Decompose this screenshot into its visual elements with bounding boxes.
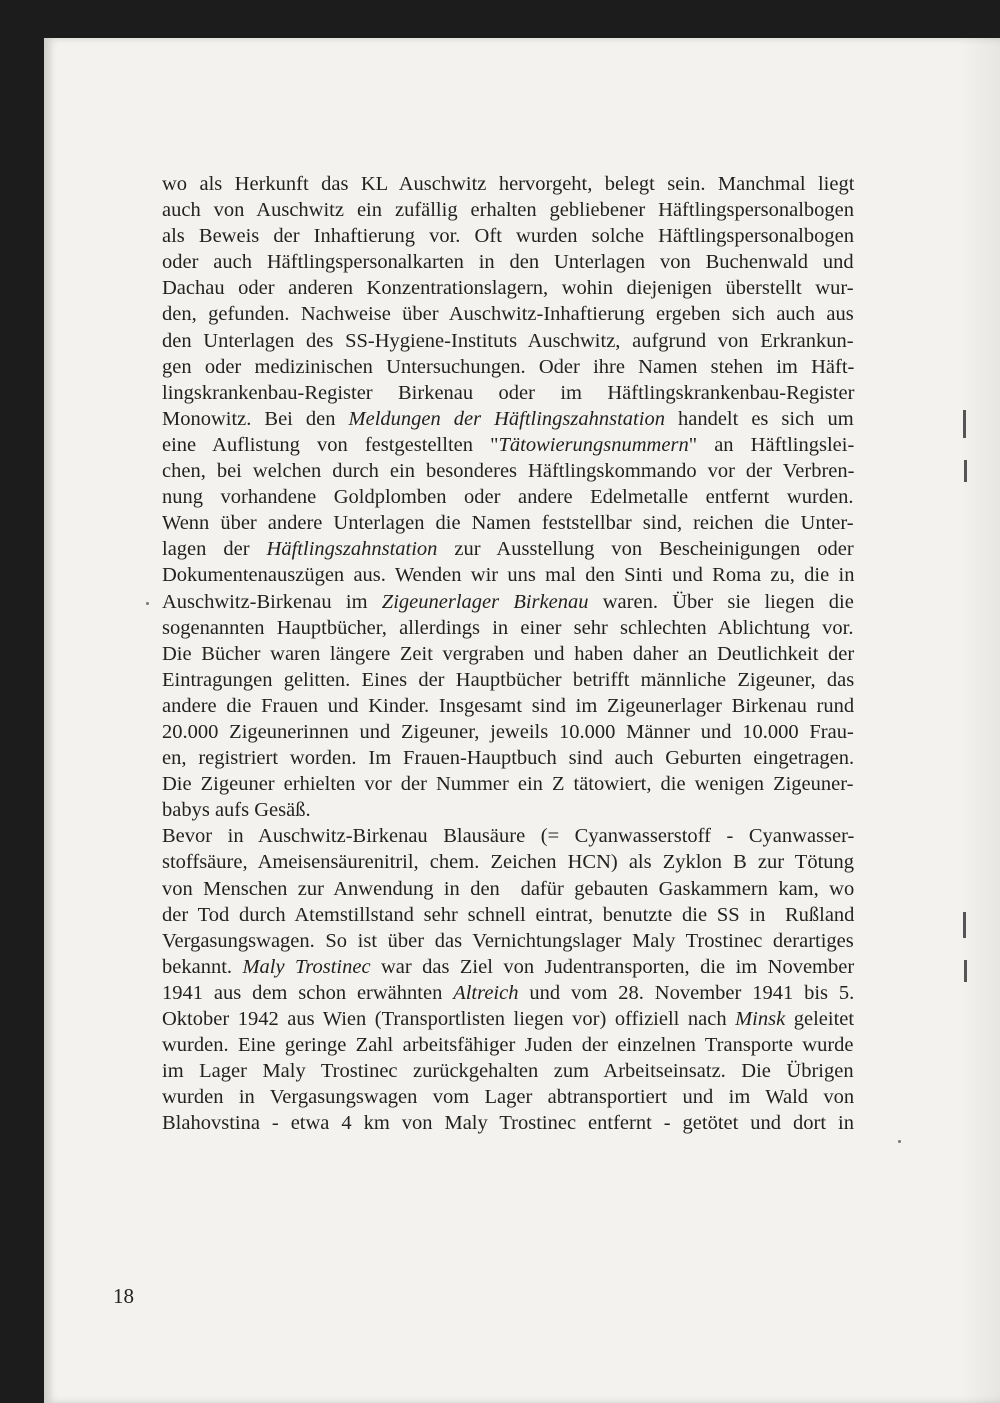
text-segment: zur Ausstellung von Bescheinigungen oder <box>437 538 854 561</box>
italic-text: Zigeunerlager Birkenau <box>381 590 589 613</box>
scan-mark <box>963 912 966 938</box>
text-segment: Die Bücher waren längere Zeit vergraben und haben daher an Deutlichkeit der <box>162 642 855 665</box>
text-line <box>162 536 854 562</box>
text-segment: " an Häftlingslei- <box>688 433 855 456</box>
text-segment: lingskrankenbau-Register Birkenau oder im Häftlingskrankenbau-Register <box>162 381 855 404</box>
text-segment: Bevor in Auschwitz-Birkenau Blausäure (= Cyanwasserstoff - Cyanwasser- <box>162 825 855 848</box>
text-line <box>162 902 854 928</box>
text-segment: geleitet <box>785 1008 855 1030</box>
text-line <box>162 1006 854 1032</box>
text-line <box>162 562 854 588</box>
scan-dot <box>146 602 149 605</box>
text-line <box>162 354 854 380</box>
text-segment: chen, bei welchen durch ein besonderes Häftlingskommando vor der Verbren- <box>162 460 855 483</box>
text-segment: Auschwitz-Birkenau im <box>162 590 382 613</box>
text-line <box>162 484 854 510</box>
text-line <box>162 1032 854 1058</box>
text-segment: war das Ziel von Judentransporten, die im November <box>370 955 855 978</box>
text-segment: en, registriert worden. Im Frauen-Hauptbuch sind auch Geburten eingetragen. <box>162 747 855 770</box>
text-segment: andere die Frauen und Kinder. Insgesamt sind im Zigeunerlager Birkenau rund <box>162 694 855 717</box>
scan-mark <box>964 960 967 982</box>
page-number: 18 <box>113 1284 134 1308</box>
text-segment: bekannt. <box>162 955 243 978</box>
text-line <box>162 745 854 771</box>
text-line <box>162 771 854 797</box>
text-line <box>162 1058 854 1084</box>
text-segment: babys aufs Gesäß. <box>162 799 311 822</box>
text-line <box>162 954 854 980</box>
text-line <box>162 249 854 275</box>
text-line <box>162 980 854 1006</box>
text-line <box>162 849 854 875</box>
text-line <box>162 876 854 902</box>
text-line <box>162 432 854 458</box>
text-line <box>162 1084 854 1110</box>
text-line <box>162 510 854 536</box>
italic-text: Minsk <box>735 1008 786 1030</box>
text-line <box>162 197 854 223</box>
italic-text: Tätowierungsnummern <box>498 433 689 456</box>
text-segment: Wenn über andere Unterlagen die Namen feststellbar sind, reichen die Unter- <box>162 512 854 535</box>
body-text <box>162 171 854 1136</box>
text-line <box>162 406 854 432</box>
scan-mark <box>964 460 967 482</box>
text-segment: Blahovstina - etwa 4 km von Maly Trostinec entfernt - getötet und dort in <box>162 1112 854 1135</box>
text-segment: den Unterlagen des SS-Hygiene-Instituts Auschwitz, aufgrund von Erkrankun- <box>162 329 854 352</box>
text-line <box>162 641 854 667</box>
text-line <box>162 275 854 301</box>
text-line <box>162 928 854 954</box>
text-segment: und vom 28. November 1941 bis 5. <box>518 981 855 1004</box>
text-segment: den, gefunden. Nachweise über Auschwitz-Inhaftierung ergeben sich auch aus <box>162 303 854 326</box>
text-segment: oder auch Häftlingspersonalkarten in den Unterlagen von Buchenwald und <box>162 251 854 274</box>
text-segment: im Lager Maly Trostinec zurückgehalten zum Arbeitseinsatz. Die Übrigen <box>162 1060 854 1083</box>
text-line <box>162 693 854 719</box>
text-line <box>162 301 854 327</box>
text-segment: lagen der <box>162 538 267 561</box>
text-line <box>162 328 854 354</box>
text-line <box>162 1110 854 1136</box>
text-segment: als Beweis der Inhaftierung vor. Oft wurden solche Häftlingspersonalbogen <box>162 225 854 248</box>
italic-text: Altreich <box>453 981 519 1004</box>
text-line <box>162 823 854 849</box>
text-segment: 20.000 Zigeunerinnen und Zigeuner, jeweils 10.000 Männer und 10.000 Frau- <box>162 720 854 743</box>
italic-text: Häftlingszahnstation <box>266 538 438 561</box>
text-line <box>162 458 854 484</box>
text-segment: auch von Auschwitz ein zufällig erhalten gebliebener Häftlingspersonalbogen <box>162 199 854 222</box>
scan-mark <box>963 410 966 438</box>
text-segment: Oktober 1942 aus Wien (Transportlisten liegen vor) offiziell nach <box>162 1008 736 1030</box>
scan-dot <box>898 1140 901 1143</box>
text-segment: der Tod durch Atemstillstand sehr schnell eintrat, benutzte die SS in Rußland <box>162 903 855 926</box>
text-segment: Dachau oder anderen Konzentrationslagern, wohin diejenigen überstellt wur- <box>162 277 854 300</box>
text-segment: gen oder medizinischen Untersuchungen. Oder ihre Namen stehen im Häft- <box>162 355 855 378</box>
text-segment: waren. Über sie liegen die <box>588 590 854 613</box>
text-segment: Dokumentenauszügen aus. Wenden wir uns mal den Sinti und Roma zu, die in <box>162 564 855 587</box>
text-line <box>162 589 854 615</box>
text-line <box>162 719 854 745</box>
text-segment: 1941 aus dem schon erwähnten <box>162 981 454 1004</box>
text-segment: nung vorhandene Goldplomben oder andere Edelmetalle entfernt wurden. <box>162 486 854 509</box>
text-line <box>162 615 854 641</box>
text-line <box>162 171 854 197</box>
text-line <box>162 667 854 693</box>
text-line <box>162 380 854 406</box>
text-segment: wurden. Eine geringe Zahl arbeitsfähiger Juden der einzelnen Transporte wurde <box>162 1034 854 1057</box>
text-segment: wurden in Vergasungswagen vom Lager abtransportiert und im Wald von <box>162 1086 855 1109</box>
text-line <box>162 797 854 823</box>
text-segment: wo als Herkunft das KL Auschwitz hervorgeht, belegt sein. Manchmal liegt <box>162 173 855 195</box>
text-segment: Monowitz. Bei den <box>162 407 349 430</box>
italic-text: Meldungen der Häftlingszahnstation <box>348 407 665 430</box>
text-segment: eine Auflistung von festgestellten " <box>162 433 499 456</box>
text-segment: Die Zigeuner erhielten vor der Nummer ein Z tätowiert, die wenigen Zigeuner- <box>162 773 854 796</box>
text-segment: von Menschen zur Anwendung in den dafür gebauten Gaskammern kam, wo <box>162 877 855 900</box>
text-line <box>162 223 854 249</box>
text-segment: Eintragungen gelitten. Eines der Hauptbücher betrifft männliche Zigeuner, das <box>162 668 855 691</box>
text-segment: Vergasungswagen. So ist über das Vernichtungslager Maly Trostinec derartiges <box>162 929 854 952</box>
text-segment: handelt es sich um <box>664 407 854 430</box>
text-segment: sogenannten Hauptbücher, allerdings in einer sehr schlechten Ablichtung vor. <box>162 616 854 639</box>
text-segment: stoffsäure, Ameisensäurenitril, chem. Zeichen HCN) als Zyklon B zur Tötung <box>162 851 855 874</box>
italic-text: Maly Trostinec <box>242 955 371 978</box>
